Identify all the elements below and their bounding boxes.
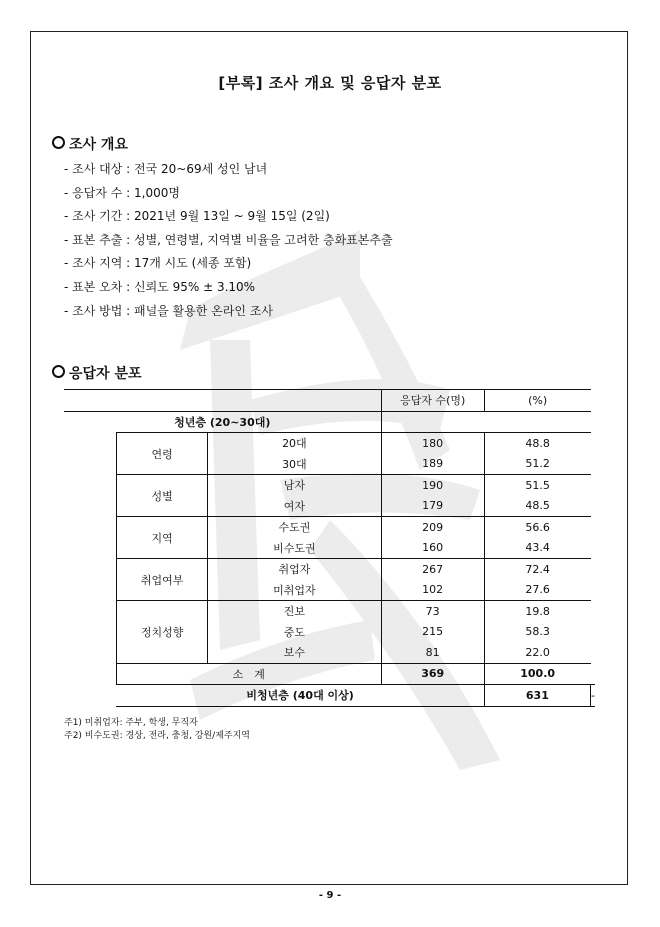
count-cell: 190 [381,475,484,496]
group-label: 취업여부 [116,559,207,601]
subtotal-label: 소 계 [116,663,381,685]
overview-heading-text: 조사 개요 [69,137,128,153]
header-percent: (%) [484,390,590,412]
count-cell: 180 [381,433,484,454]
overview-list [64,158,393,323]
subtotal-row [64,663,595,685]
group-label: 성별 [116,475,207,517]
sub-label: 남자 [208,475,381,496]
list-item: - 조사 방법 : 패널을 활용한 온라인 조사 [64,303,273,318]
page-number: - 9 - [318,890,342,901]
table-row [64,559,595,580]
distribution-heading-text: 응답자 분포 [69,366,142,382]
percent-cell: 22.0 [484,642,590,663]
count-cell: 102 [381,580,484,601]
percent-cell: 56.6 [484,517,590,538]
footnotes [64,717,250,743]
footnote: 주1) 미취업자: 주부, 학생, 무직자 [64,718,198,728]
distribution-heading [52,363,142,383]
count-cell: 189 [381,454,484,475]
header-count: 응답자 수(명) [381,390,484,412]
list-item: - 조사 대상 : 전국 20~69세 성인 남녀 [64,162,268,176]
list-item: - 표본 추출 : 성별, 연령별, 지역별 비율을 고려한 층화표본추출 [64,232,393,247]
count-cell: 81 [381,642,484,663]
table-row [64,517,595,538]
table-row [64,475,595,496]
group-label: 지역 [116,517,207,559]
percent-cell: 48.8 [484,433,590,454]
table-row [64,601,595,622]
percent-cell: 51.2 [484,454,590,475]
nonyouth-label: 비청년층 (40대 이상) [116,685,484,707]
nonyouth-row [64,685,595,707]
subtotal-percent: 100.0 [484,663,590,685]
list-item: - 조사 지역 : 17개 시도 (세종 포함) [64,256,252,271]
list-item: - 조사 기간 : 2021년 9월 13일 ~ 9월 15일 (2일) [64,209,330,224]
percent-cell: 43.4 [484,538,590,559]
sub-label: 30대 [282,457,307,471]
overview-heading [52,134,128,154]
page-title: [부록] 조사 개요 및 응답자 분포 [218,74,442,92]
nonyouth-percent: - [591,685,595,707]
count-cell: 179 [381,496,484,517]
youth-row [64,411,595,433]
count-cell: 267 [381,559,484,580]
count-cell: 215 [381,622,484,643]
percent-cell: 19.8 [484,601,590,622]
youth-label: 청년층 (20~30대) [174,415,271,429]
percent-cell: 48.5 [484,496,590,517]
sub-label: 취업자 [208,559,381,580]
table-header-row [64,390,595,412]
sub-label: 보수 [283,646,306,660]
nonyouth-count: 631 [484,685,590,707]
sub-label: 중도 [283,625,306,639]
sub-label: 진보 [208,601,381,622]
subtotal-count: 369 [381,663,484,685]
table-row [64,433,595,454]
list-item: - 응답자 수 : 1,000명 [64,185,180,200]
percent-cell: 58.3 [484,622,590,643]
count-cell: 73 [381,601,484,622]
respondent-table [64,389,595,707]
circle-bullet-icon [52,136,65,149]
sub-label: 20대 [208,433,381,454]
count-cell: 160 [381,538,484,559]
count-cell: 209 [381,517,484,538]
group-label: 정치성향 [116,601,207,664]
sub-label: 여자 [283,499,306,513]
sub-label: 수도권 [208,517,381,538]
percent-cell: 27.6 [484,580,590,601]
sub-label: 미취업자 [273,583,316,597]
list-item: - 표본 오차 : 신뢰도 95% ± 3.10% [64,279,256,294]
sub-label: 비수도권 [273,541,316,555]
percent-cell: 51.5 [484,475,590,496]
group-label: 연령 [116,433,207,475]
percent-cell: 72.4 [484,559,590,580]
circle-bullet-icon [52,365,65,378]
footnote: 주2) 비수도권: 경상, 전라, 충청, 강원/제주지역 [64,731,250,741]
